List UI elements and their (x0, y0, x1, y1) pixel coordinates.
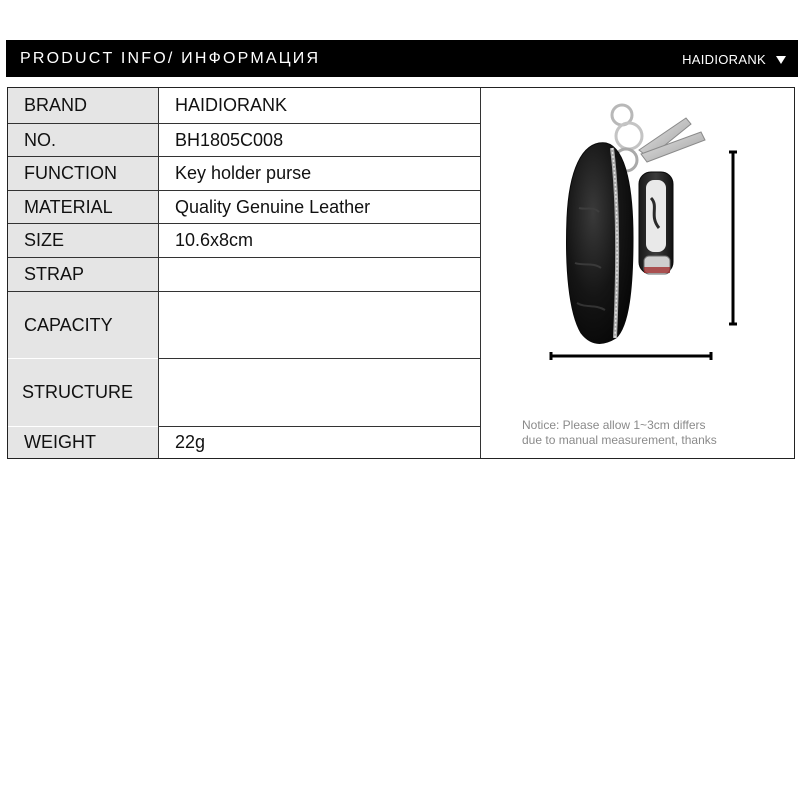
brand-name: HAIDIORANK (682, 52, 766, 67)
spec-row-number (8, 124, 480, 156)
spec-row-capacity (8, 292, 480, 358)
row-divider (158, 426, 480, 427)
spec-row-structure (8, 359, 480, 426)
car-key-fob (639, 172, 673, 274)
notice-line: Notice: Please allow 1~3cm differs (522, 418, 706, 432)
spec-value (159, 359, 480, 426)
spec-value: HAIDIORANK (175, 95, 288, 115)
width-dimension-line (551, 352, 711, 360)
keys-icon (612, 105, 705, 171)
row-divider (8, 223, 480, 224)
product-photo (481, 88, 794, 458)
spec-label: FUNCTION (8, 157, 158, 190)
spec-row-function (8, 157, 480, 190)
spec-label: SIZE (8, 224, 158, 257)
key-holder-photo (481, 88, 794, 458)
spec-label: MATERIAL (8, 191, 158, 223)
spec-value: BH1805C008 (175, 129, 284, 150)
notice-line: due to manual measurement, thanks (522, 433, 717, 447)
header-bar (6, 40, 798, 77)
spec-label: WEIGHT (8, 427, 158, 458)
spec-value (159, 292, 480, 358)
row-divider (8, 123, 480, 124)
spec-value: Key holder purse (175, 163, 312, 183)
spec-value (159, 258, 480, 291)
spec-row-brand (8, 88, 480, 123)
spec-table (8, 88, 480, 458)
spec-label: STRAP (8, 258, 158, 291)
leather-pouch (567, 143, 633, 344)
triangle-down-icon (776, 56, 786, 64)
spec-row-size (8, 224, 480, 257)
spec-value: 22g (175, 432, 206, 452)
spec-label: BRAND (8, 88, 158, 123)
row-divider (8, 156, 480, 157)
page-title: PRODUCT INFO/ ИНФОРМАЦИЯ (20, 50, 321, 67)
brand-menu[interactable] (682, 52, 786, 67)
row-divider (8, 190, 480, 191)
spec-row-weight (8, 427, 480, 458)
spec-value: Quality Genuine Leather (175, 196, 371, 217)
spec-row-material (8, 191, 480, 223)
row-divider (8, 291, 480, 292)
spec-label: NO. (8, 124, 158, 156)
spec-value: 10.6x8cm (175, 230, 254, 250)
row-divider (8, 257, 480, 258)
spec-label: CAPACITY (8, 292, 158, 358)
measurement-notice (522, 418, 717, 448)
height-dimension-line (729, 152, 737, 324)
column-divider (158, 88, 159, 458)
row-divider (158, 358, 480, 359)
product-info-panel (7, 87, 795, 459)
spec-label: STRUCTURE (8, 359, 158, 426)
spec-row-strap (8, 258, 480, 291)
